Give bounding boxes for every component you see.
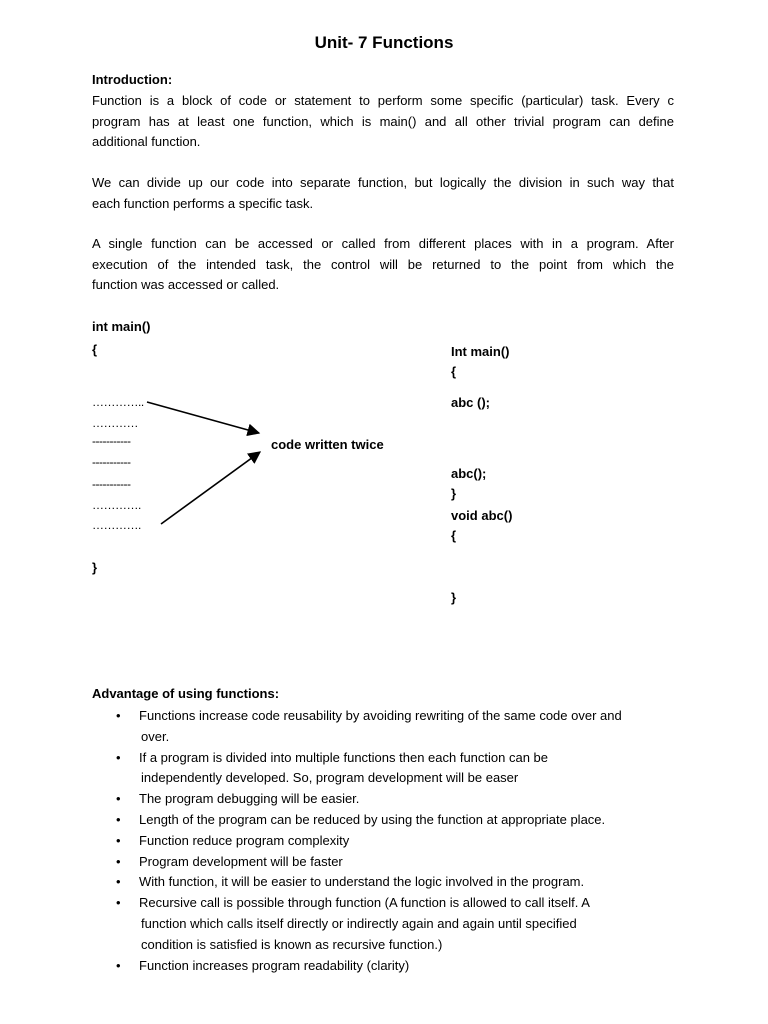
left-code-line: ………… <box>92 416 138 430</box>
left-code-line: …………. <box>92 518 141 532</box>
right-code-call-1: abc (); <box>451 395 490 410</box>
paragraph-1-line: Function is a block of code or statement to perform some specific (particular) task. Every c <box>92 93 674 108</box>
list-item <box>92 956 672 977</box>
arrow-bottom <box>161 452 260 524</box>
function-header: void abc() <box>451 508 513 523</box>
paragraph-2-line: We can divide up our code into separate function, but logically the division in such way that <box>92 175 674 190</box>
list-item-text: Function increases program readability (clarity) <box>139 957 410 973</box>
list-item <box>92 893 672 955</box>
list-item <box>92 789 672 810</box>
bullet: • <box>116 895 121 911</box>
bullet: • <box>116 853 121 869</box>
list-item-text: The program debugging will be easier. <box>139 791 360 807</box>
list-item-text: Function reduce program complexity <box>139 832 350 848</box>
list-item <box>92 852 672 873</box>
bullet: • <box>116 874 121 890</box>
list-item-text: If a program is divided into multiple functions then each function can be <box>139 749 549 765</box>
paragraph-3-line: function was accessed or called. <box>92 277 280 292</box>
paragraph-1-line: program has at least one function, which is main() and all other trivial program can define <box>92 113 674 129</box>
bullet: • <box>116 832 121 848</box>
list-item-text: over. <box>141 728 170 744</box>
list-item-text: Functions increase code reusability by avoiding rewriting of the same code over and <box>139 708 622 723</box>
bullet: • <box>116 749 121 765</box>
list-item-text: function which calls itself directly or indirectly again and again until specified <box>141 915 577 931</box>
list-item <box>92 810 672 831</box>
list-item <box>92 706 672 748</box>
right-code-header: Int main() <box>451 344 510 359</box>
bullet: • <box>116 957 121 973</box>
function-close-brace: } <box>451 590 457 605</box>
bullet: • <box>116 811 121 827</box>
left-code-line: ………….. <box>92 395 144 409</box>
list-item-text: With function, it will be easier to understand the logic involved in the program. <box>139 874 585 890</box>
list-item-text: condition is satisfied is known as recursive function.) <box>141 936 443 952</box>
introduction-heading: Introduction: <box>92 72 173 87</box>
list-item-text: independently developed. So, program development will be easer <box>141 770 519 786</box>
list-item <box>92 831 672 852</box>
list-item-text: Program development will be faster <box>139 853 343 869</box>
advantages-list <box>92 706 672 976</box>
left-code-header: int main() <box>92 319 151 334</box>
right-code-call-2: abc(); <box>451 466 487 481</box>
function-open-brace: { <box>451 528 457 543</box>
list-item-text: Length of the program can be reduced by using the function at appropriate place. <box>139 811 606 827</box>
left-code-line: ----------- <box>92 477 131 491</box>
page-title: Unit- 7 Functions <box>314 33 454 52</box>
list-item <box>92 872 672 893</box>
paragraph-2-line: each function performs a specific task. <box>92 195 314 211</box>
bullet: • <box>116 791 121 807</box>
annotation-code-written-twice: code written twice <box>271 437 384 452</box>
left-code-line: ----------- <box>92 455 131 469</box>
paragraph-1-line: additional function. <box>92 134 201 149</box>
advantages-heading: Advantage of using functions: <box>92 686 280 701</box>
list-item-text: Recursive call is possible through function (A function is allowed to call itself. A <box>139 895 590 911</box>
right-code-close-brace: } <box>451 486 457 501</box>
right-code-open-brace: { <box>451 364 457 379</box>
left-code-line: ----------- <box>92 434 131 448</box>
left-code-line: …………. <box>92 498 141 512</box>
paragraph-3-line: A single function can be accessed or called from different places with in a program. After <box>92 236 674 251</box>
bullet: • <box>116 708 121 723</box>
left-code-close-brace: } <box>92 560 98 575</box>
paragraph-3-line: execution of the intended task, the control will be returned to the point from which the <box>92 256 674 272</box>
arrow-top <box>147 402 259 433</box>
list-item <box>92 748 672 790</box>
left-code-open-brace: { <box>92 342 98 357</box>
